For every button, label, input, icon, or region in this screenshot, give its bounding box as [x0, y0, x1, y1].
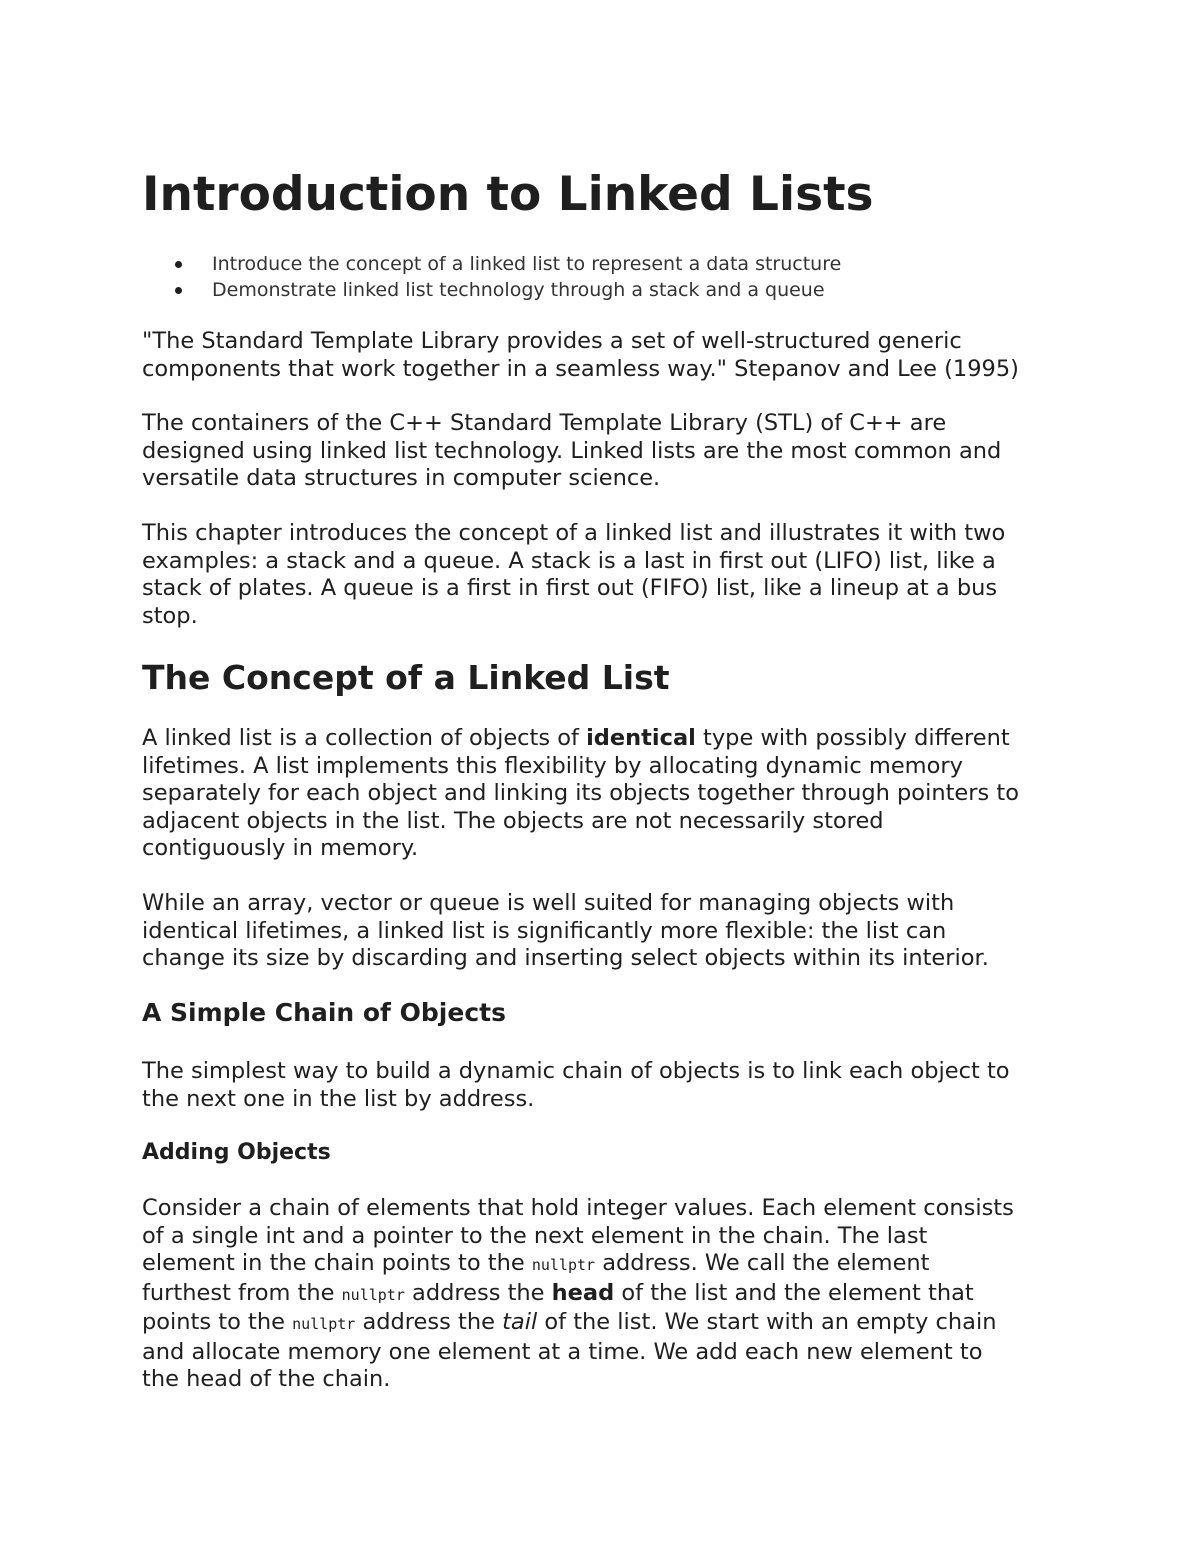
- comparison-paragraph: While an array, vector or queue is well suited for managing objects with identical lifetimes, a linked list is significantly more flexible: the list can change its size by discarding and inserting select objects within its interior.: [142, 890, 989, 971]
- quote-paragraph: "The Standard Template Library provides a set of well-structured generic components that work together in a seamless way." Stepanov and Lee (1995): [142, 328, 1019, 382]
- objectives-list: [142, 251, 841, 303]
- subsection-heading: A Simple Chain of Objects: [142, 998, 506, 1027]
- section-heading: The Concept of a Linked List: [142, 658, 670, 697]
- chain-paragraph: The simplest way to build a dynamic chain of objects is to link each object to the next one in the list by address.: [142, 1058, 1010, 1112]
- chapter-overview-paragraph: This chapter introduces the concept of a linked list and illustrates it with two examples: a stack and a queue. A stack is a last in first out (LIFO) list, like a stack of plates. A queue is a first in first out (FIFO) list, like a lineup at a bus stop.: [142, 520, 1006, 629]
- list-item: Introduce the concept of a linked list to represent a data structure: [142, 251, 841, 277]
- page-title: Introduction to Linked Lists: [142, 167, 874, 222]
- bold-term: identical: [586, 725, 696, 751]
- code-nullptr: nullptr: [292, 1315, 356, 1333]
- bullet-icon: [175, 261, 182, 268]
- adding-objects-paragraph: Consider a chain of elements that hold integer values. Each element consists of a single int and a pointer to the next element in the chain. The last element in the chain points to the nullptr address. We call the element furthest from the nullptr address the head of the list and the element that points to the nullptr address the tail of the list. We start with an empty chain and allocate memory one element at a time. We add each new element to the head of the chain.: [142, 1195, 1014, 1392]
- sub-subsection-heading: Adding Objects: [142, 1140, 331, 1165]
- bold-term: head: [551, 1279, 615, 1306]
- code-nullptr: nullptr: [341, 1285, 405, 1304]
- code-nullptr: nullptr: [531, 1256, 596, 1274]
- intro-paragraph: The containers of the C++ Standard Template Library (STL) of C++ are designed using linked list technology. Linked lists are the most common and versatile data structures in computer science.: [142, 410, 1002, 491]
- bullet-icon: [175, 287, 182, 294]
- list-item: Demonstrate linked list technology through a stack and a queue: [142, 277, 841, 303]
- definition-paragraph: A linked list is a collection of objects of identical type with possibly different lifetimes. A list implements this flexibility by allocating dynamic memory separately for each object and linking its objects together through pointers to adjacent objects in the list. The objects are not necessarily stored contiguously in memory.: [142, 725, 1019, 861]
- italic-term: tail: [502, 1309, 538, 1335]
